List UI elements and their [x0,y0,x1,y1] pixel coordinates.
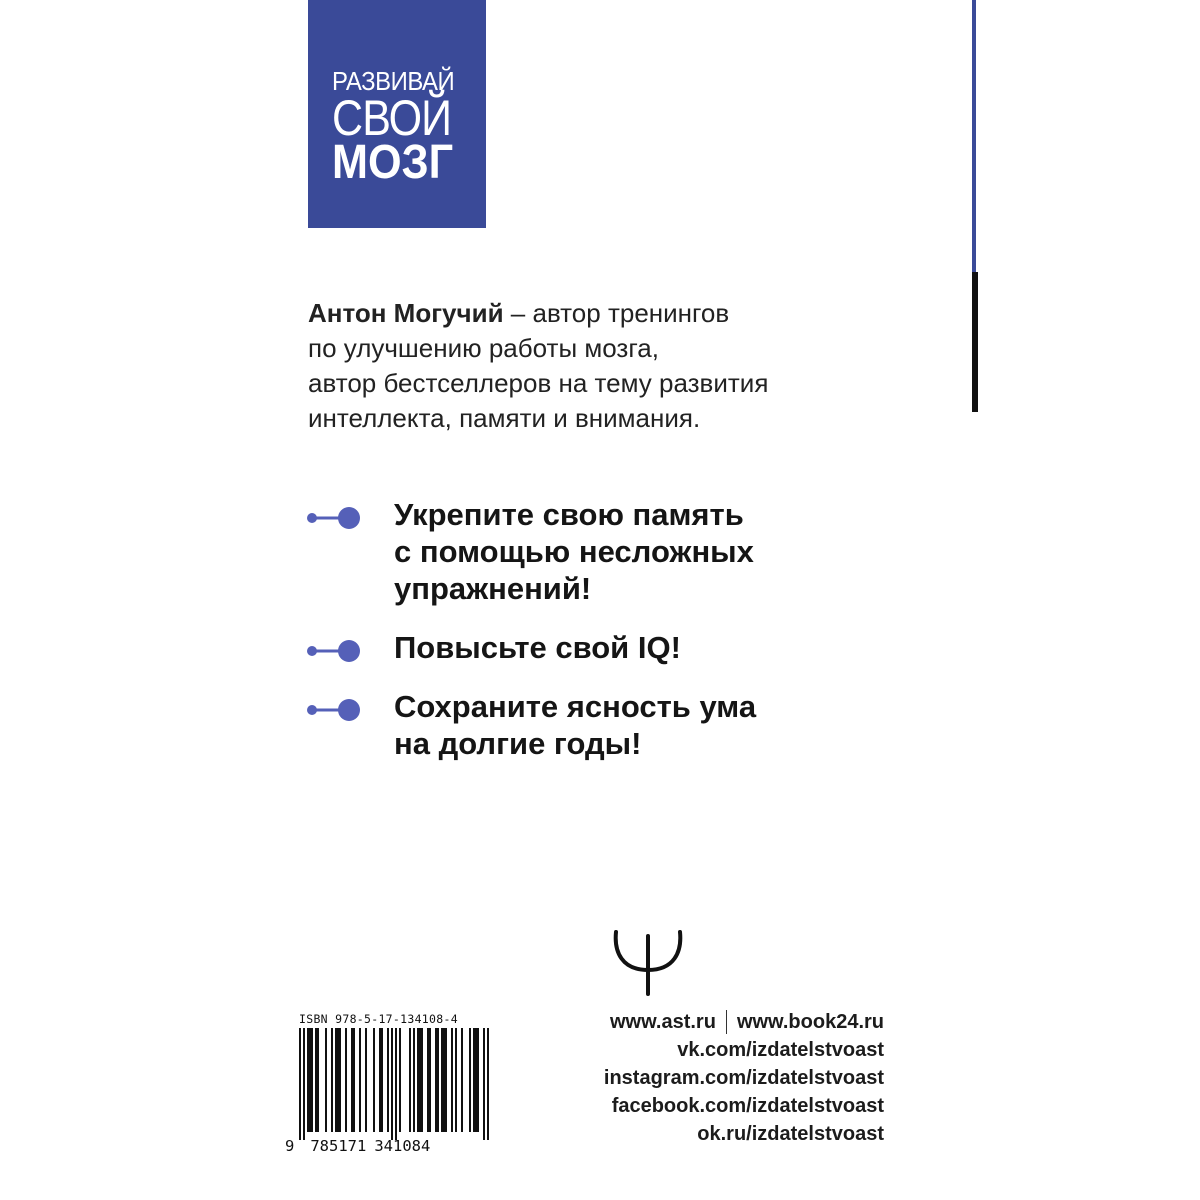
barcode-bar [437,1028,439,1132]
barcode-bar [351,1028,353,1132]
barcode-bar [337,1028,339,1132]
barcode-bar [339,1028,341,1132]
barcode-bar [387,1028,389,1132]
barcode-bar [353,1028,355,1132]
barcode-bar [373,1028,375,1132]
barcode-bar [461,1028,463,1132]
barcode-bar [359,1028,361,1132]
spine-edge-blue [972,0,976,272]
author-line-2: по улучшению работы мозга, [308,333,659,363]
barcode-bar [417,1028,419,1132]
barcode-bar [483,1028,485,1140]
benefit-line: с помощью несложных [394,534,754,569]
barcode-bar [345,1028,347,1132]
benefit-text [394,496,904,607]
series-title [332,66,471,189]
link-divider [726,1010,727,1034]
author-line1-rest: – автор тренингов [503,298,730,328]
publisher-links [604,1008,884,1148]
barcode-bar [419,1028,421,1132]
isbn-barcode [285,1012,491,1154]
barcode-bar [331,1028,333,1132]
benefit-line: Сохраните ясность ума [394,689,757,724]
link-book24[interactable]: www.book24.ru [736,1011,884,1033]
benefit-line: Укрепите свою память [394,497,744,532]
psi-logo-icon [612,930,684,996]
series-badge [308,0,486,228]
barcode-bar [317,1028,319,1132]
barcode-bar [309,1028,311,1132]
barcode-bar [451,1028,453,1132]
author-description [308,296,868,436]
spine-edge-black [972,272,978,412]
isbn-label: ISBN 978-5-17-134108-4 [299,1012,458,1026]
dot-connector-icon [304,637,364,665]
barcode-bar [427,1028,429,1132]
barcode-bar [315,1028,317,1132]
barcode-bar [445,1028,447,1132]
barcode-bar [421,1028,423,1132]
link-vk[interactable]: vk.com/izdatelstvoast [677,1039,884,1061]
barcode-bar [409,1028,411,1132]
barcode-bar [307,1028,309,1132]
benefit-item [304,688,904,762]
barcode-bar [475,1028,477,1132]
barcode-bar [365,1028,367,1132]
barcode-bars [285,1028,491,1140]
barcode-bar [311,1028,313,1132]
barcode-bar [399,1028,401,1132]
barcode-bar [487,1028,489,1140]
barcode-bar [455,1028,457,1132]
link-instagram[interactable]: instagram.com/izdatelstvoast [603,1067,884,1089]
benefit-line: упражнений! [394,571,592,606]
benefit-line: на долгие годы! [394,726,642,761]
barcode-bar [395,1028,397,1140]
series-title-line1: РАЗВИВАЙ [332,66,455,96]
barcode-bar [299,1028,301,1140]
link-facebook[interactable]: facebook.com/izdatelstvoast [611,1095,884,1117]
link-ok[interactable]: ok.ru/izdatelstvoast [697,1123,884,1145]
barcode-bar [391,1028,393,1140]
barcode-bar [435,1028,437,1132]
barcode-bar [477,1028,479,1132]
barcode-bar [473,1028,475,1132]
benefit-list [304,496,904,784]
barcode-bar [443,1028,445,1132]
benefit-item [304,496,904,607]
barcode-bar [325,1028,327,1132]
ean-first-digit: 9 [285,1137,295,1155]
barcode-bar [303,1028,305,1140]
barcode-bar [413,1028,415,1132]
barcode-bar [335,1028,337,1132]
dot-connector-icon [304,504,364,532]
barcode-bar [381,1028,383,1132]
series-title-line2: СВОЙ [332,90,452,146]
series-title-line3: МОЗГ [332,136,454,189]
ean-group-1: 785171 [310,1137,367,1155]
author-line-1 [308,296,868,331]
benefit-line: Повысьте свой IQ! [394,630,681,665]
barcode-bar [379,1028,381,1132]
website-row [604,1008,884,1036]
dot-connector-icon [304,696,364,724]
ean-group-2: 341084 [374,1137,431,1155]
barcode-bar [441,1028,443,1132]
barcode-bar [469,1028,471,1132]
author-line-4: интеллекта, памяти и внимания. [308,403,701,433]
author-name: Антон Могучий [308,298,504,328]
author-line-3: автор бестселлеров на тему развития [308,368,769,398]
benefit-item [304,629,904,666]
barcode-bar [429,1028,431,1132]
link-ast[interactable]: www.ast.ru [609,1011,716,1033]
benefit-text [394,629,904,666]
ean-digits [285,1138,491,1154]
benefit-text [394,688,904,762]
